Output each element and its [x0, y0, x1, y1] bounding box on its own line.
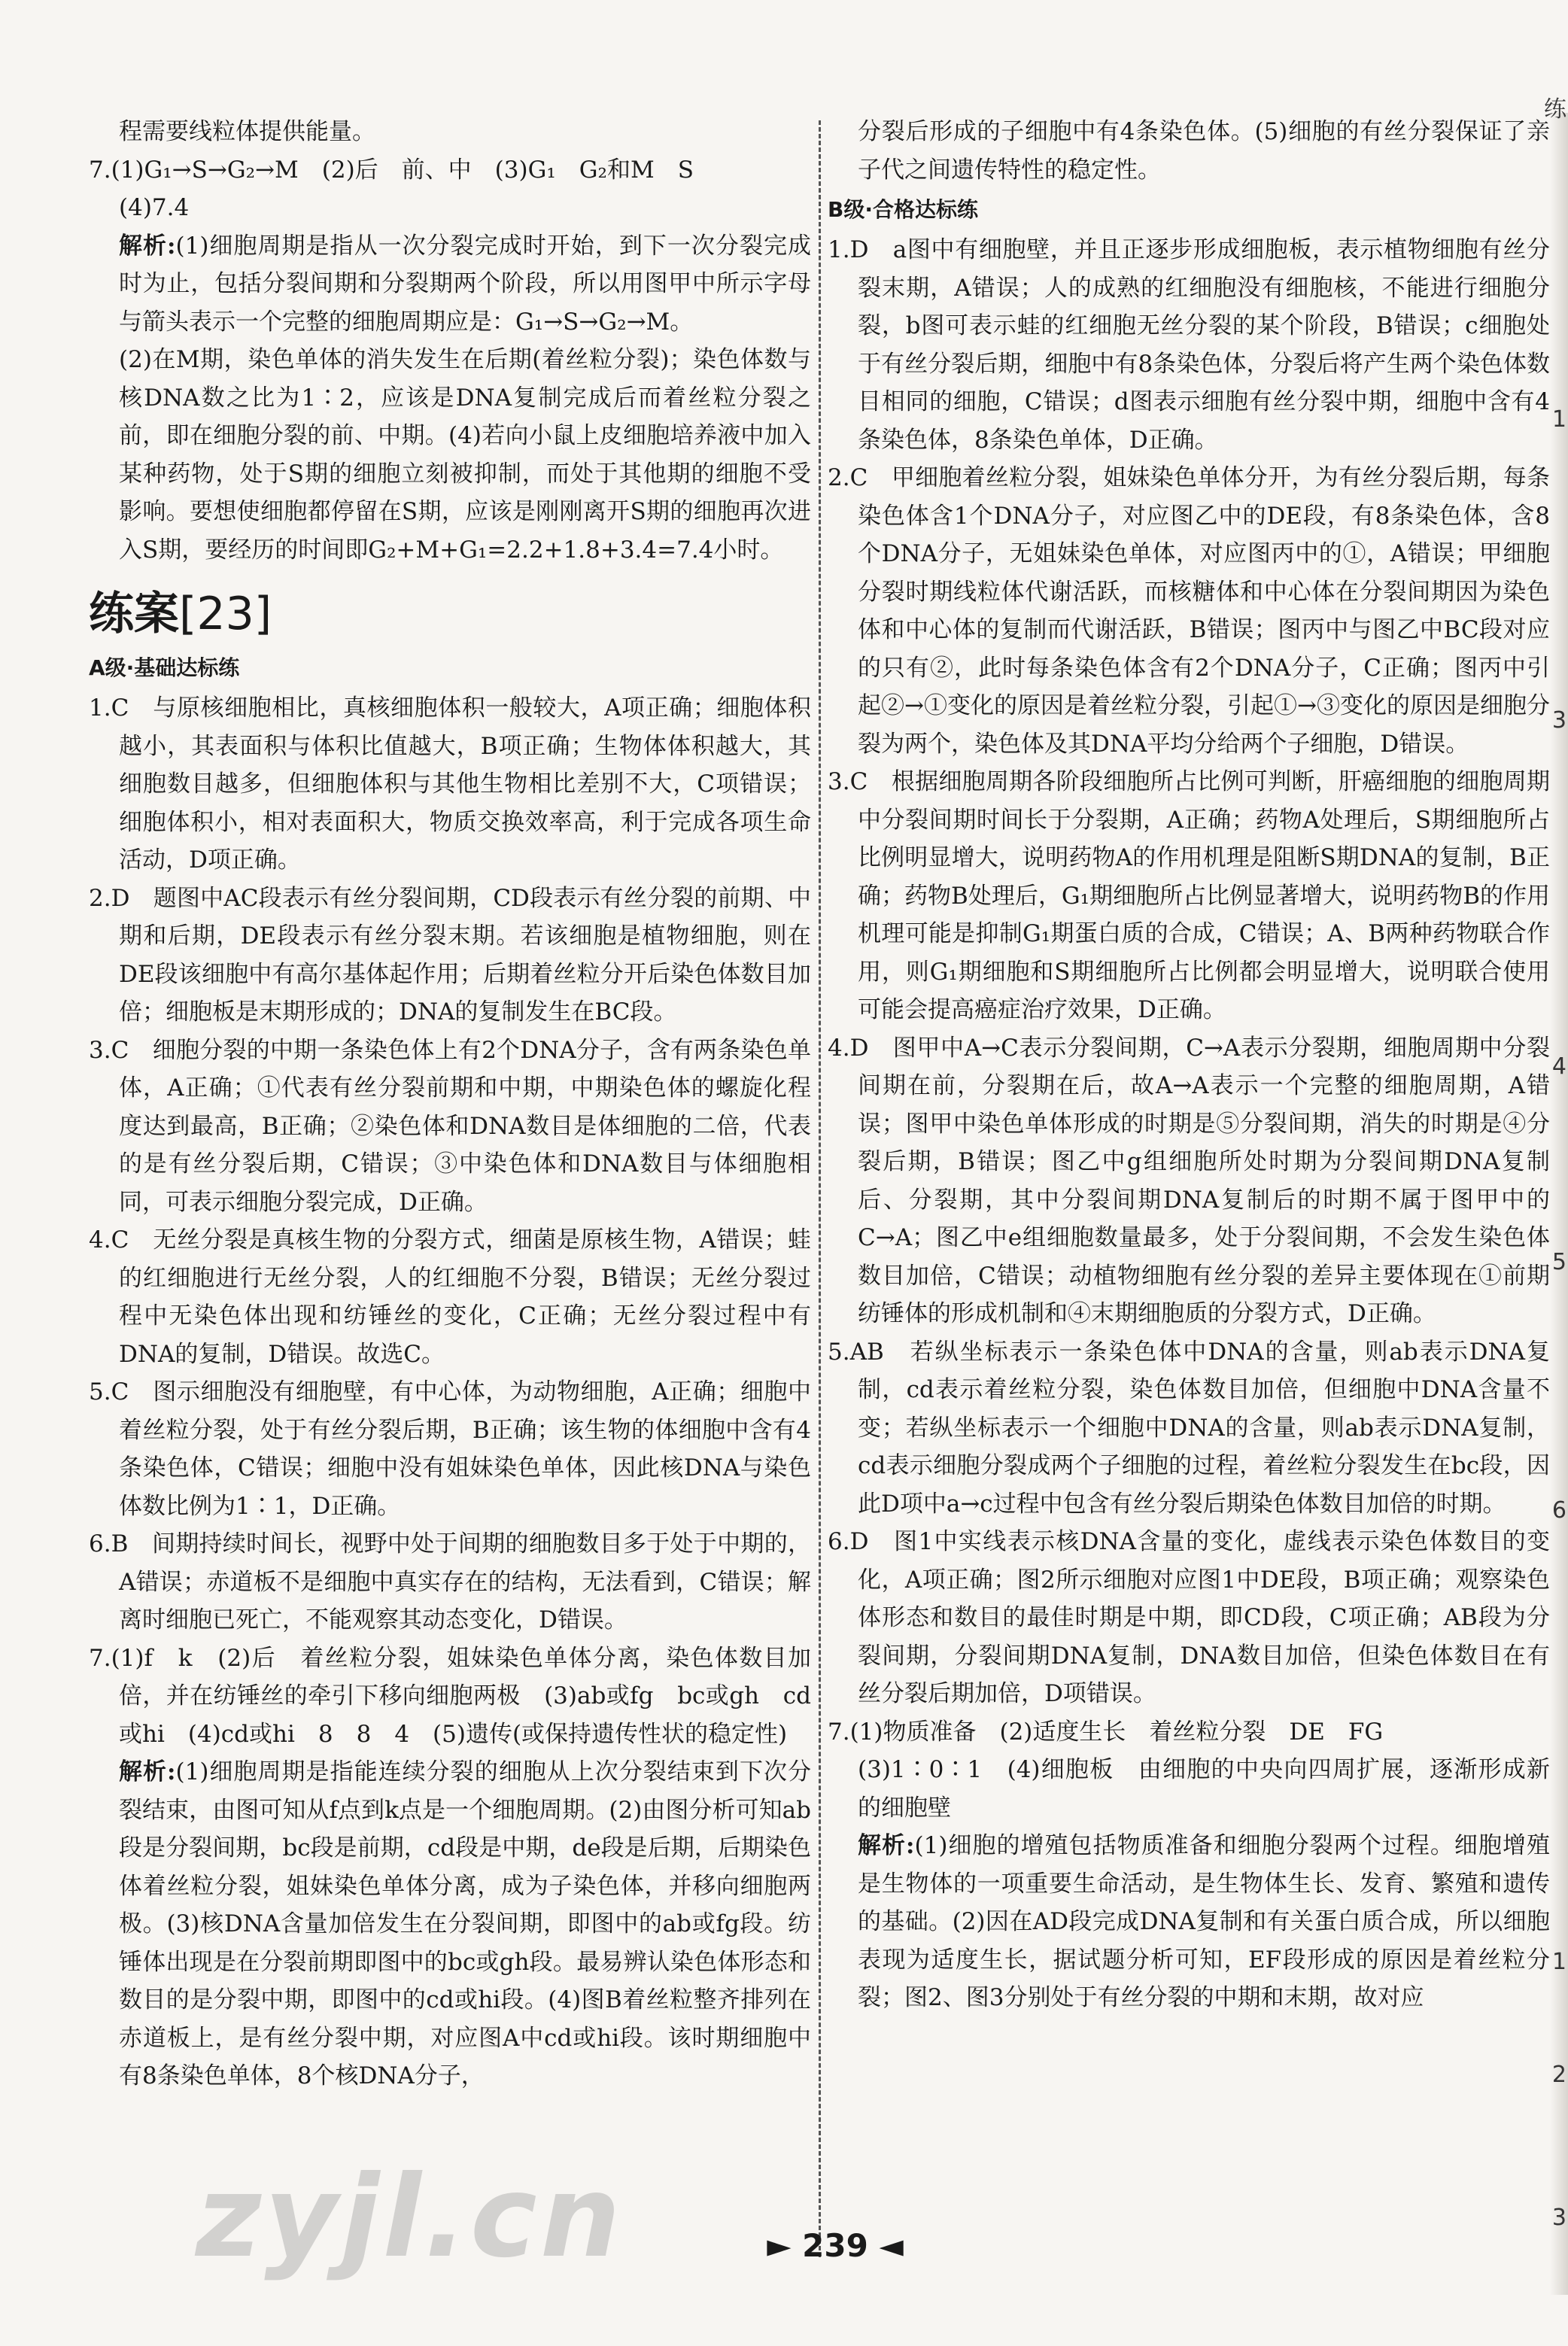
paragraph-text: 1.C 与原核细胞相比，真核细胞体积一般较大，A项正确；细胞体积越小，其表面积与体积比值越大，B项正确；生物体体积越大，其细胞数目越多，但细胞体积与其他生物相比差别不大，C项错误；细胞体积小，相对表面积大，物质交换效率高，利于完成各项生命活动，D项正确。	[89, 694, 811, 874]
paragraph-text: 7.(1)物质准备 (2)适度生长 着丝粒分裂 DE FG	[828, 1718, 1384, 1746]
paragraph-text: (1)细胞周期是指能连续分裂的细胞从上次分裂结束到下次分裂结束，由图可知从f点到k点是一个细胞周期。(2)由图分析可知ab段是分裂间期，bc段是前期，cd段是中期，de段是后期，后期染色体着丝粒分裂，姐妹染色单体分离，成为子染色体，并移向细胞两极。(3)核DNA含量加倍发生在分裂间期，即图中的ab或fg段。纺锤体出现是在分裂前期即图中的bc或gh段。最易辨认染色体形态和数目的是分裂中期，即图中的cd或hi段。(4)图B着丝粒整齐排列在赤道板上，是有丝分裂中期，对应图A中cd或hi段。该时期细胞中有8条染色单体，8个核DNA分子，	[119, 1758, 811, 2089]
page-arrow-left-icon: ◄	[879, 2227, 904, 2264]
edge-mark: 5	[1551, 1249, 1566, 1275]
level-heading: B级·合格达标练	[828, 197, 978, 222]
answer-paragraph	[828, 1029, 1550, 1333]
answer-paragraph	[828, 763, 1550, 1029]
answer-paragraph	[89, 880, 811, 1032]
paragraph-text: 分裂后形成的子细胞中有4条染色体。(5)细胞的有丝分裂保证了亲子代之间遗传特性的稳定性。	[858, 118, 1550, 184]
paragraph-text: 程需要线粒体提供能量。	[119, 118, 375, 145]
explanation-paragraph	[89, 1753, 811, 2095]
paragraph-text: 5.AB 若纵坐标表示一条染色体中DNA的含量，则ab表示DNA复制，cd表示着丝粒分裂，染色体数目加倍，但细胞中DNA含量不变；若纵坐标表示一个细胞中DNA的含量，则ab表示DNA复制，cd表示细胞分裂成两个子细胞的过程，着丝粒分裂发生在bc段，因此D项中a→c过程中包含有丝分裂后期染色体数目加倍的时期。	[828, 1338, 1550, 1518]
answer-paragraph	[89, 189, 811, 227]
left-column	[89, 113, 811, 2095]
answer-paragraph	[828, 1523, 1550, 1713]
paragraph-text: 2.D 题图中AC段表示有丝分裂间期，CD段表示有丝分裂的前期、中期和后期，DE段表示有丝分裂末期。若该细胞是植物细胞，则在DE段该细胞中有高尔基体起作用；后期着丝粒分开后染色体数目加倍；细胞板是末期形成的；DNA的复制发生在BC段。	[89, 884, 811, 1026]
answer-paragraph	[89, 151, 811, 190]
explanation-label: 解析:	[119, 1758, 176, 1785]
answer-paragraph	[89, 1373, 811, 1525]
paragraph-text: 5.C 图示细胞没有细胞壁，有中心体，为动物细胞，A正确；细胞中着丝粒分裂，处于有丝分裂后期，B正确；该生物的体细胞中含有4条染色体，C错误；细胞中没有姐妹染色单体，因此核DNA与染色体数比例为1∶1，D正确。	[89, 1378, 811, 1520]
explanation-paragraph	[89, 227, 811, 342]
answer-paragraph	[828, 1333, 1550, 1524]
edge-mark: 1	[1551, 406, 1566, 433]
paragraph-text: (1)细胞的增殖包括物质准备和细胞分裂两个过程。细胞增殖是生物体的一项重要生命活动，是生物体生长、发育、繁殖和遗传的基础。(2)因在AD段完成DNA复制和有关蛋白质合成，所以细胞表现为适度生长，据试题分析可知，EF段形成的原因是着丝粒分裂；图2、图3分别处于有丝分裂的中期和末期，故对应	[858, 1832, 1550, 2011]
explanation-label: 解析:	[119, 232, 176, 260]
answer-paragraph	[828, 113, 1550, 189]
edge-mark: 2	[1551, 2062, 1566, 2088]
paragraph-text: (1)细胞周期是指从一次分裂完成时开始，到下一次分裂完成时为止，包括分裂间期和分裂期两个阶段，所以用图甲中所示字母与箭头表示一个完整的细胞周期应是：G₁→S→G₂→M。	[119, 232, 811, 336]
answer-paragraph	[89, 1221, 811, 1373]
page-arrow-right-icon: ►	[767, 2227, 792, 2264]
section-title-number: [23]	[179, 588, 272, 640]
answer-paragraph	[828, 231, 1550, 459]
explanation-label: 解析:	[858, 1832, 915, 1859]
edge-mark: 3	[1551, 2205, 1566, 2231]
paragraph-text: 7.(1)G₁→S→G₂→M (2)后 前、中 (3)G₁ G₂和M S	[89, 156, 694, 184]
right-column	[828, 113, 1550, 2017]
paragraph-text: 2.C 甲细胞着丝粒分裂，姐妹染色单体分开，为有丝分裂后期，每条染色体含1个DNA分子，对应图乙中的DE段，有8条染色体，含8个DNA分子，无姐妹染色单体，对应图丙中的①，A错误；甲细胞分裂时期线粒体代谢活跃，而核糖体和中心体在分裂间期因为染色体和中心体的复制而代谢活跃，B错误；图丙中与图乙中BC段对应的只有②，此时每条染色体含有2个DNA分子，C正确；图丙中引起②→①变化的原因是着丝粒分裂，引起①→③变化的原因是细胞分裂为两个，染色体及其DNA平均分给两个子细胞，D错误。	[828, 464, 1550, 758]
paragraph-text: 6.D 图1中实线表示核DNA含量的变化，虚线表示染色体数目的变化，A项正确；图2所示细胞对应图1中DE段，B项正确；观察染色体形态和数目的最佳时期是中期，即CD段，C项正确；AB段为分裂间期，分裂间期DNA复制，DNA数目加倍，但染色体数目在有丝分裂后期加倍，D项错误。	[828, 1528, 1550, 1707]
section-title	[89, 584, 811, 644]
explanation-paragraph	[828, 1827, 1550, 2017]
edge-mark: 4	[1551, 1053, 1566, 1080]
paragraph-text: 1.D a图中有细胞壁，并且正逐步形成细胞板，表示植物细胞有丝分裂末期，A错误；人的成熟的红细胞没有细胞核，不能进行细胞分裂，b图可表示蛙的红细胞无丝分裂的某个阶段，B错误；c细胞处于有丝分裂后期，细胞中有8条染色体，分裂后将产生两个染色体数目相同的细胞，C错误；d图表示细胞有丝分裂中期，细胞中含有4条染色体，8条染色单体，D正确。	[828, 236, 1550, 454]
page-number	[760, 2227, 910, 2264]
paragraph-text: 4.C 无丝分裂是真核生物的分裂方式，细菌是原核生物，A错误；蛙的红细胞进行无丝分裂，人的红细胞不分裂，B错误；无丝分裂过程中无染色体出现和纺锤丝的变化，C正确；无丝分裂过程中有DNA的复制，D错误。故选C。	[89, 1226, 811, 1368]
section-title-text: 练案	[89, 588, 179, 640]
watermark: zyjl.cn	[196, 2152, 624, 2283]
page-number-value: 239	[802, 2227, 868, 2264]
answer-paragraph	[89, 1639, 811, 1754]
paragraph-text: (2)在M期，染色单体的消失发生在后期(着丝粒分裂)；染色体数与核DNA数之比为1∶2，应该是DNA复制完成后而着丝粒分裂之前，即在细胞分裂的前、中期。(4)若向小鼠上皮细胞培养液中加入某种药物，处于S期的细胞立刻被抑制，而处于其他期的细胞不受影响。要想使细胞都停留在S期，应该是刚刚离开S期的细胞再次进入S期，要经历的时间即G₂+M+G₁=2.2+1.8+3.4=7.4小时。	[119, 346, 811, 564]
paragraph-text: (4)7.4	[119, 194, 190, 221]
paragraph-text: 7.(1)f k (2)后 着丝粒分裂，姐妹染色单体分离，染色体数目加倍，并在纺锤丝的牵引下移向细胞两极 (3)ab或fg bc或gh cd或hi (4)cd或hi 8 8 4 (5)遗传(或保持遗传性状的稳定性)	[89, 1644, 811, 1748]
answer-paragraph	[89, 113, 811, 151]
edge-mark: 3	[1551, 707, 1566, 734]
column-divider	[819, 120, 821, 2257]
paragraph-text: 3.C 根据细胞周期各阶段细胞所占比例可判断，肝癌细胞的细胞周期中分裂间期时间长于分裂期，A正确；药物A处理后，S期细胞所占比例明显增大，说明药物A的作用机理是阻断S期DNA的复制，B正确；药物B处理后，G₁期细胞所占比例显著增大，说明药物B的作用机理可能是抑制G₁期蛋白质的合成，C错误；A、B两种药物联合作用，则G₁期细胞和S期细胞所占比例都会明显增大，说明联合使用可能会提高癌症治疗效果，D正确。	[828, 768, 1550, 1023]
answer-paragraph	[828, 459, 1550, 763]
answer-paragraph	[89, 1032, 811, 1222]
answer-paragraph	[89, 689, 811, 880]
paragraph-text: 4.D 图甲中A→C表示分裂间期，C→A表示分裂期，细胞周期中分裂间期在前，分裂期在后，故A→A表示一个完整的细胞周期，A错误；图甲中染色单体形成的时期是⑤分裂间期，消失的时期是④分裂后期，B错误；图乙中g组细胞所处时期为分裂间期DNA复制后、分裂期，其中分裂间期DNA复制后的时期不属于图甲中的C→A；图乙中e组细胞数量最多，处于分裂间期，不会发生染色体数目加倍，C错误；动植物细胞有丝分裂的差异主要体现在①前期纺锤体的形成机制和④末期细胞质的分裂方式，D正确。	[828, 1034, 1550, 1327]
paragraph-text: 3.C 细胞分裂的中期一条染色体上有2个DNA分子，含有两条染色单体，A正确；①代表有丝分裂前期和中期，中期染色体的螺旋化程度达到最高，B正确；②染色体和DNA数目是体细胞的二倍，代表的是有丝分裂后期，C错误；③中染色体和DNA数目与体细胞相同，可表示细胞分裂完成，D正确。	[89, 1036, 811, 1216]
answer-paragraph	[89, 341, 811, 569]
adjacent-page-edge	[1544, 96, 1568, 2295]
paragraph-text: (3)1∶0∶1 (4)细胞板 由细胞的中央向四周扩展，逐渐形成新的细胞壁	[858, 1756, 1550, 1822]
paragraph-text: 6.B 间期持续时间长，视野中处于间期的细胞数目多于处于中期的，A错误；赤道板不是细胞中真实存在的结构，无法看到，C错误；解离时细胞已死亡，不能观察其动态变化，D错误。	[89, 1530, 811, 1633]
answer-paragraph	[828, 1751, 1550, 1827]
edge-mark: 6	[1551, 1497, 1566, 1524]
edge-mark: 1	[1551, 1949, 1566, 1975]
answer-paragraph	[828, 1713, 1550, 1752]
edge-mark: 练	[1544, 96, 1566, 123]
level-heading: A级·基础达标练	[89, 655, 240, 680]
answer-paragraph	[89, 1525, 811, 1639]
